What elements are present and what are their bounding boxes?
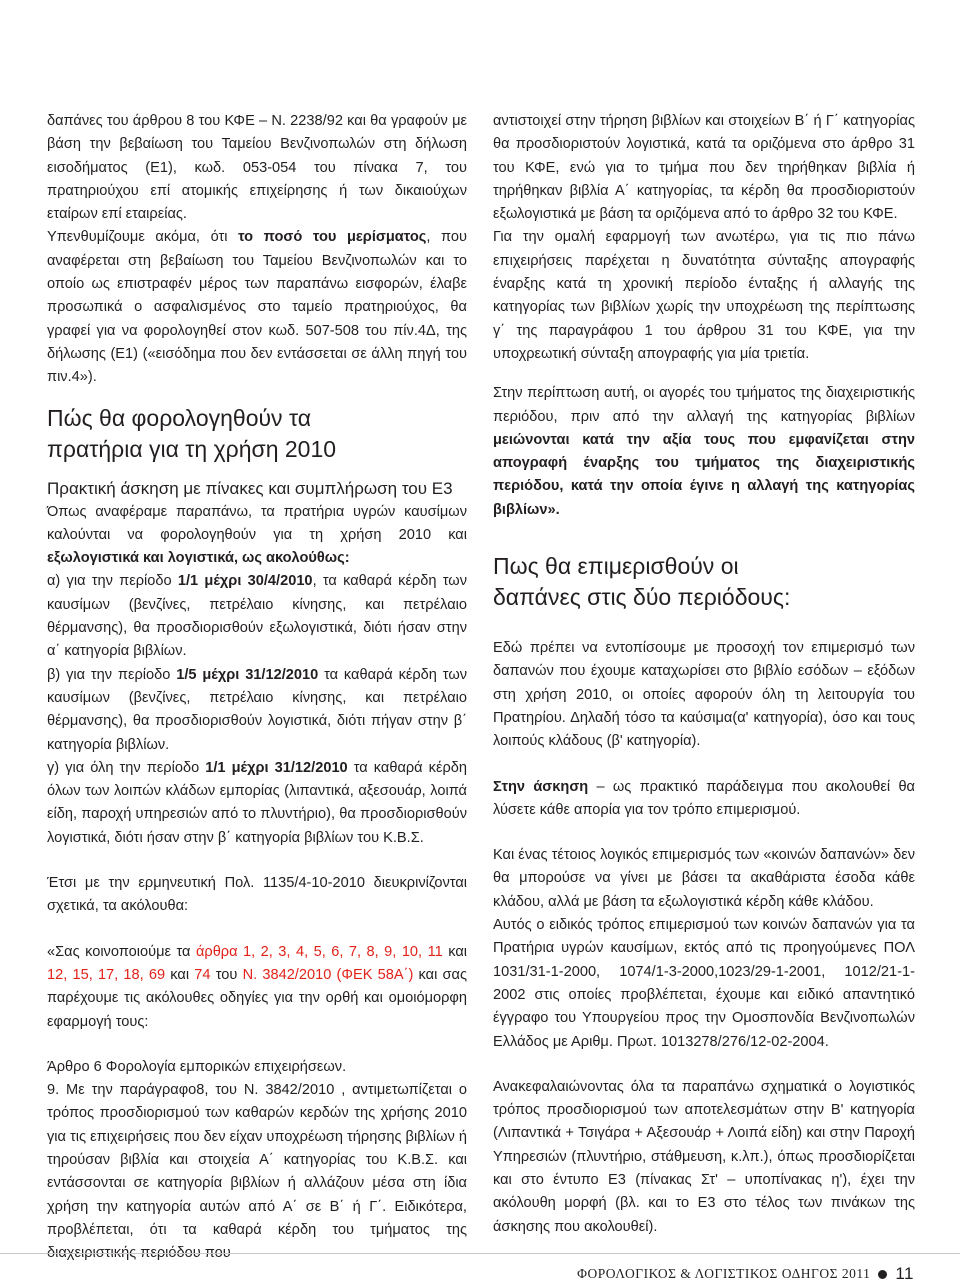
paragraph: Αυτός ο ειδικός τρόπος επιμερισμού των κοινών δαπανών για τα Πρατήρια υγρών καυσίμων, εκτός από τις προηγούμενες ΠΟΛ 1031/31-1-2000, 1074/1-3-2000,1023/29-1-2001, 1012/21-1-2002 στις οποίες προβλέπεται, έχουμε και ειδικό απαντητικό έγγραφο του Υπουργείου προς την Ομοσπονδία Βενζινοπωλών Ελλάδος με Αριθμ. Πρωτ. 1013278/276/12-02-2004.: [493, 917, 915, 1050]
bold-text: μειώνονται κατά την αξία τους που εμφανίζεται στην απογραφή έναρξης του τμήματος της διαχειριστικής περιόδου, κατά την οποία έγινε η αλλαγή της κατηγορίας βιβλίων».: [493, 431, 915, 518]
bold-text: εξωλογιστικά και λογιστικά, ως ακολούθως:: [47, 550, 350, 567]
publication-title: ΦΟΡΟΛΟΓΙΚΟΣ & ΛΟΓΙΣΤΙΚΟΣ ΟΔΗΓΟΣ 2011: [577, 1266, 871, 1281]
text: τα καθαρά κέρδη των καυσίμων (βενζίνες, πετρέλαιο κίνησης, και πετρέλαιο θέρμανσης), θα προσδιορισθούν λογιστικά, διότι πήγαν στην β΄ κατηγορία βιβλίων.: [47, 666, 468, 753]
highlight-text: 74: [194, 966, 211, 983]
text: Όπως αναφέραμε παραπάνω, τα πρατήρια υγρών καυσίμων καλούνται να φορολογηθούν για τη χρήση 2010 και: [47, 503, 467, 543]
list-item: [47, 570, 467, 663]
page-footer: [577, 1264, 914, 1284]
left-column: [47, 110, 467, 1265]
quote-paragraph: [47, 941, 467, 1034]
bold-text: 1/1 μέχρι 30/4/2010: [177, 573, 313, 590]
page-number: 11: [895, 1264, 914, 1283]
footer-divider: [0, 1253, 960, 1254]
bold-text: 1/1 μέχρι 31/12/2010: [205, 759, 348, 776]
text: – ως πρακτικό παράδειγμα που ακολουθεί θα λύσετε κάθε απορία για τον τρόπο επιμερισμού.: [493, 778, 915, 818]
paragraph: [493, 776, 915, 823]
paragraph: 9. Με την παράγραφο8, του Ν. 3842/2010 , αντιμετωπίζεται ο τρόπος προσδιορισμού των καθαρών κερδών της χρήσης 2010 για τις επιχειρήσεις που δεν είχαν υποχρέωση τήρησης βιβλίων ή τηρούσαν βιβλία και στοιχεία Α΄ κατηγορίας του Κ.Β.Σ. και εντάσσονται σε κατηγορία βιβλίων ή αλλάζουν μέσα στη ίδια χρήση την κατηγορία αυτών από Α΄ σε Β΄ ή Γ΄. Ειδικότερα, προβλέπεται, ότι τα καθαρά κέρδη του τμήματος της διαχειριστικής περιόδου που: [47, 1082, 467, 1262]
text: α) για την περίοδο: [47, 573, 178, 590]
paragraph: Και ένας τέτοιος λογικός επιμερισμός των «κοινών δαπανών» δεν θα μπορούσε να γίνει με βάσει τα ακαθάριστα έσοδα κάθε κλάδου, αλλά με βάση τα εξωλογιστικά κέρδη κάθε κλάδου.: [493, 847, 915, 910]
subheading: Πρακτική άσκηση με πίνακες και συμπλήρωση του Ε3: [47, 478, 453, 498]
text: και σας παρέχουμε τις ακόλουθες οδηγίες για την ορθή και ομοιόμορφη εφαρμογή τους:: [47, 966, 468, 1030]
bold-text: 1/5 μέχρι 31/12/2010: [176, 666, 319, 683]
bold-text: Στην άσκηση: [493, 778, 589, 795]
text: Στην περίπτωση αυτή, οι αγορές του τμήματος της διαχειριστικής περιόδου, πριν από την αλλαγή της κατηγορίας βιβλίων: [493, 385, 915, 425]
text: «Σας κοινοποιούμε τα: [47, 943, 196, 960]
paragraph: αντιστοιχεί στην τήρηση βιβλίων και στοιχείων Β΄ ή Γ΄ κατηγορίας θα προσδιοριστούν λογιστικά, κατά τα οριζόμενα στο άρθρο 31 του ΚΦΕ, ενώ για το τμήμα που δεν τηρήθηκαν βιβλία ή τηρήθηκαν βιβλία Α΄ κατηγορίας, τα κέρδη θα προσδιοριστούν εξωλογιστικά με βάση τα οριζόμενα από το άρθρο 32 του ΚΦΕ.: [493, 113, 915, 223]
list-item: [47, 757, 467, 850]
text: , τα καθαρά κέρδη των καυσίμων (βενζίνες, πετρέλαιο κίνησης, και πετρέλαιο θέρμανσης), θα προσδιορισθούν εξωλογιστικά, διότι ήσαν στην α΄ κατηγορία βιβλίων.: [47, 573, 467, 660]
highlight-text: 12, 15, 17, 18, 69: [47, 966, 166, 983]
paragraph: [493, 382, 915, 522]
right-column: [493, 110, 915, 1239]
text: και: [442, 943, 468, 960]
bold-text: το ποσό του μερίσματος: [238, 229, 427, 246]
paragraph: Άρθρο 6 Φορολογία εμπορικών επιχειρήσεων.: [47, 1058, 347, 1075]
paragraph: [47, 226, 467, 389]
highlight-text: Ν. 3842/2010 (ΦΕΚ 58Α΄): [242, 966, 414, 983]
paragraph: Έτσι με την ερμηνευτική Πολ. 1135/4-10-2010 διευκρινίζονται σχετικά, τα ακόλουθα:: [47, 875, 467, 915]
paragraph: Εδώ πρέπει να εντοπίσουμε με προσοχή τον επιμερισμό των δαπανών που έχουμε καταχωρίσει στο βιβλίο εσόδων – εξόδων στη χρήση 2010, οι οποίες αφορούν όλη τη λειτουργία του Πρατηρίου. Δηλαδή τόσο τα καύσιμα(α' κατηγορία), όσο και τους λοιπούς κλάδους (β' κατηγορία).: [493, 640, 915, 750]
section-heading: Πώς θα φορολογηθούν τα πρατήρια για τη χρήση 2010: [47, 404, 337, 462]
paragraph: Για την ομαλή εφαρμογή των ανωτέρω, για τις πιο πάνω επιχειρήσεις παρέχεται η δυνατότητα σύνταξης απογραφής έναρξης κατά τη χρονική περίοδο ένταξης ή αλλαγής της κατηγορίας των βιβλίων χωρίς την υποχρέωση της περίπτωσης γ΄ της παραγράφου 1 του άρθρου 31 του ΚΦΕ, για την υποχρεωτική σύνταξη απογραφής για μία τριετία.: [493, 229, 915, 362]
paragraph: Ανακεφαλαιώνοντας όλα τα παραπάνω σχηματικά ο λογιστικός τρόπος προσδιορισμού των αποτελεσμάτων στην Β' κατηγορία (Λιπαντικά + Τσιγάρα + Αξεσουάρ + Λοιπά είδη) και στην Παροχή Υπηρεσιών (πλυντήριο, στάθμευση, κ.λπ.), όπως προσδιορίζεται και στο έντυπο Ε3 (πίνακας Στ' – υποπίνακας η'), έχει την ακόλουθη μορφή (βλ. και το Ε3 στο τέλος των πινάκων της άσκησης που ακολουθεί).: [493, 1078, 915, 1235]
text: του: [210, 966, 243, 983]
text: γ) για όλη την περίοδο: [47, 759, 206, 776]
list-item: [47, 664, 467, 757]
highlight-text: άρθρα 1, 2, 3, 4, 5, 6, 7, 8, 9, 10, 11: [195, 943, 443, 960]
bullet-icon: [878, 1270, 887, 1279]
text: Υπενθυμίζουμε ακόμα, ότι: [47, 229, 239, 246]
text: , που αναφέρεται στη βεβαίωση του Ταμείου Βενζινοπωλών και το οποίο ως επιστραφέν μέρος των παραπάνω εισφορών, έλαβε προσωπικά ο ασφαλισμένος στο ταμείο πρατηριούχος, θα γραφεί για να φορολογηθεί στον κωδ. 507-508 του πίν.4Δ, της δήλωσης (Ε1) («εισόδημα που δεν εντάσσεται σε άλλη πηγή του πιν.4»).: [47, 229, 467, 386]
paragraph: δαπάνες του άρθρου 8 του ΚΦΕ – Ν. 2238/92 και θα γραφούν με βάση την βεβαίωση του Ταμείου Βενζινοπωλών στη δήλωση εισοδήματος (Ε1), κωδ. 053-054 του πίνακα 7, του πρατηριούχου επί ατομικής επιχείρησης ή των δικαιούχων εταίρων επί εταιρείας.: [47, 113, 467, 223]
text: β) για την περίοδο: [47, 666, 177, 683]
paragraph: [47, 501, 467, 571]
section-heading: Πως θα επιμερισθούν οι δαπάνες στις δύο περιόδους:: [493, 553, 791, 611]
text: και: [165, 966, 195, 983]
text: τα καθαρά κέρδη όλων των λοιπών κλάδων εμπορίας (λιπαντικά, αξεσουάρ, λοιπά είδη, παροχή υπηρεσιών από το πλυντήριο), θα προσδιορισθούν λογιστικά, διότι ήσαν στην β΄ κατηγορία βιβλίων του Κ.Β.Σ.: [47, 759, 468, 846]
